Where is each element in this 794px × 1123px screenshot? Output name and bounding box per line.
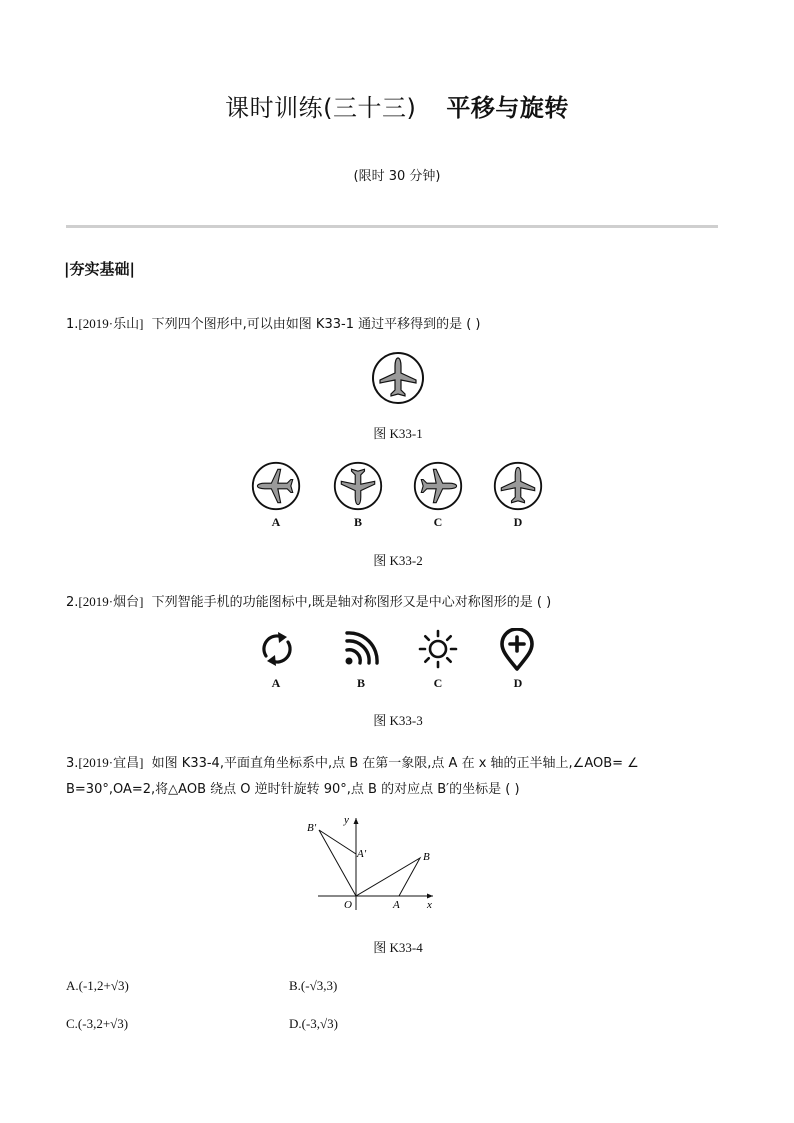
q1-text: 下列四个图形中,可以由如图 K33-1 通过平移得到的是 ( ) — [151, 317, 481, 332]
question-3-line-2 — [66, 778, 520, 797]
page-title — [0, 88, 794, 123]
q3-text-line-1: 如图 K33-4,平面直角坐标系中,点 B 在第一象限,点 A 在 x 轴的正半轴上,∠AOB= ∠ — [151, 756, 639, 771]
q2-choice-c: C — [433, 676, 443, 690]
q3-option-d: D.(-3,√3) — [289, 1016, 339, 1031]
q1-choice-a: A — [271, 515, 281, 529]
sun-icon — [418, 629, 458, 669]
airplane-left-icon — [250, 460, 302, 512]
section-heading: |夯实基础| — [64, 260, 135, 278]
figure-k33-4-coordinate-diagram — [300, 810, 445, 915]
label-b: B — [423, 851, 430, 863]
label-o: O — [344, 899, 352, 911]
question-3-line-1 — [66, 752, 639, 771]
label-a: A — [393, 899, 400, 911]
location-plus-icon — [499, 628, 535, 672]
airplane-right-icon — [412, 460, 464, 512]
q2-number: 2. — [66, 595, 79, 610]
q3-number: 3. — [66, 756, 79, 771]
triangle-a-prime-o-b-prime — [319, 830, 356, 896]
label-a-prime: A′ — [357, 848, 367, 860]
q2-choice-a: A — [271, 676, 281, 690]
q2-choice-b: B — [356, 676, 365, 690]
q3-option-c: C.(-3,2+√3) — [66, 1016, 129, 1031]
time-limit: (限时 30 分钟) — [353, 169, 441, 184]
label-x: x — [427, 899, 432, 911]
q3-option-a: A.(-1,2+√3) — [66, 978, 129, 993]
question-1 — [66, 313, 481, 332]
wifi-signal-icon — [342, 630, 380, 668]
y-axis-arrow — [354, 818, 359, 824]
title-topic: 平移与旋转 — [446, 94, 569, 122]
question-2 — [66, 591, 551, 610]
x-axis-arrow — [427, 894, 433, 899]
airplane-up-icon — [492, 460, 544, 512]
header-divider — [66, 225, 718, 228]
q1-choice-c: C — [433, 515, 443, 529]
q1-number: 1. — [66, 317, 79, 332]
q1-choice-b: B — [353, 515, 362, 529]
figure-k33-1-caption: 图 K33-1 — [373, 426, 423, 441]
airplane-down-icon — [332, 460, 384, 512]
figure-k33-4-caption: 图 K33-4 — [373, 940, 423, 955]
q2-choice-d: D — [513, 676, 523, 690]
title-main: 课时训练(三十三) — [225, 94, 417, 122]
q2-source: [2019·烟台] — [78, 594, 144, 609]
figure-k33-3-caption: 图 K33-3 — [373, 713, 423, 728]
q2-text: 下列智能手机的功能图标中,既是轴对称图形又是中心对称图形的是 ( ) — [151, 595, 552, 610]
label-b-prime: B′ — [307, 822, 317, 834]
label-y: y — [344, 814, 349, 826]
triangle-aob — [356, 858, 420, 896]
q1-source: [2019·乐山] — [78, 316, 144, 331]
q3-option-b: B.(-√3,3) — [289, 978, 338, 993]
q3-text-line-2: B=30°,OA=2,将△AOB 绕点 O 逆时针旋转 90°,点 B 的对应点 B′的坐标是 ( ) — [66, 782, 520, 797]
q1-choice-d: D — [513, 515, 523, 529]
airplane-icon — [370, 350, 426, 406]
q3-source: [2019·宜昌] — [78, 755, 144, 770]
figure-k33-2-caption: 图 K33-2 — [373, 553, 423, 568]
refresh-icon — [258, 630, 296, 668]
